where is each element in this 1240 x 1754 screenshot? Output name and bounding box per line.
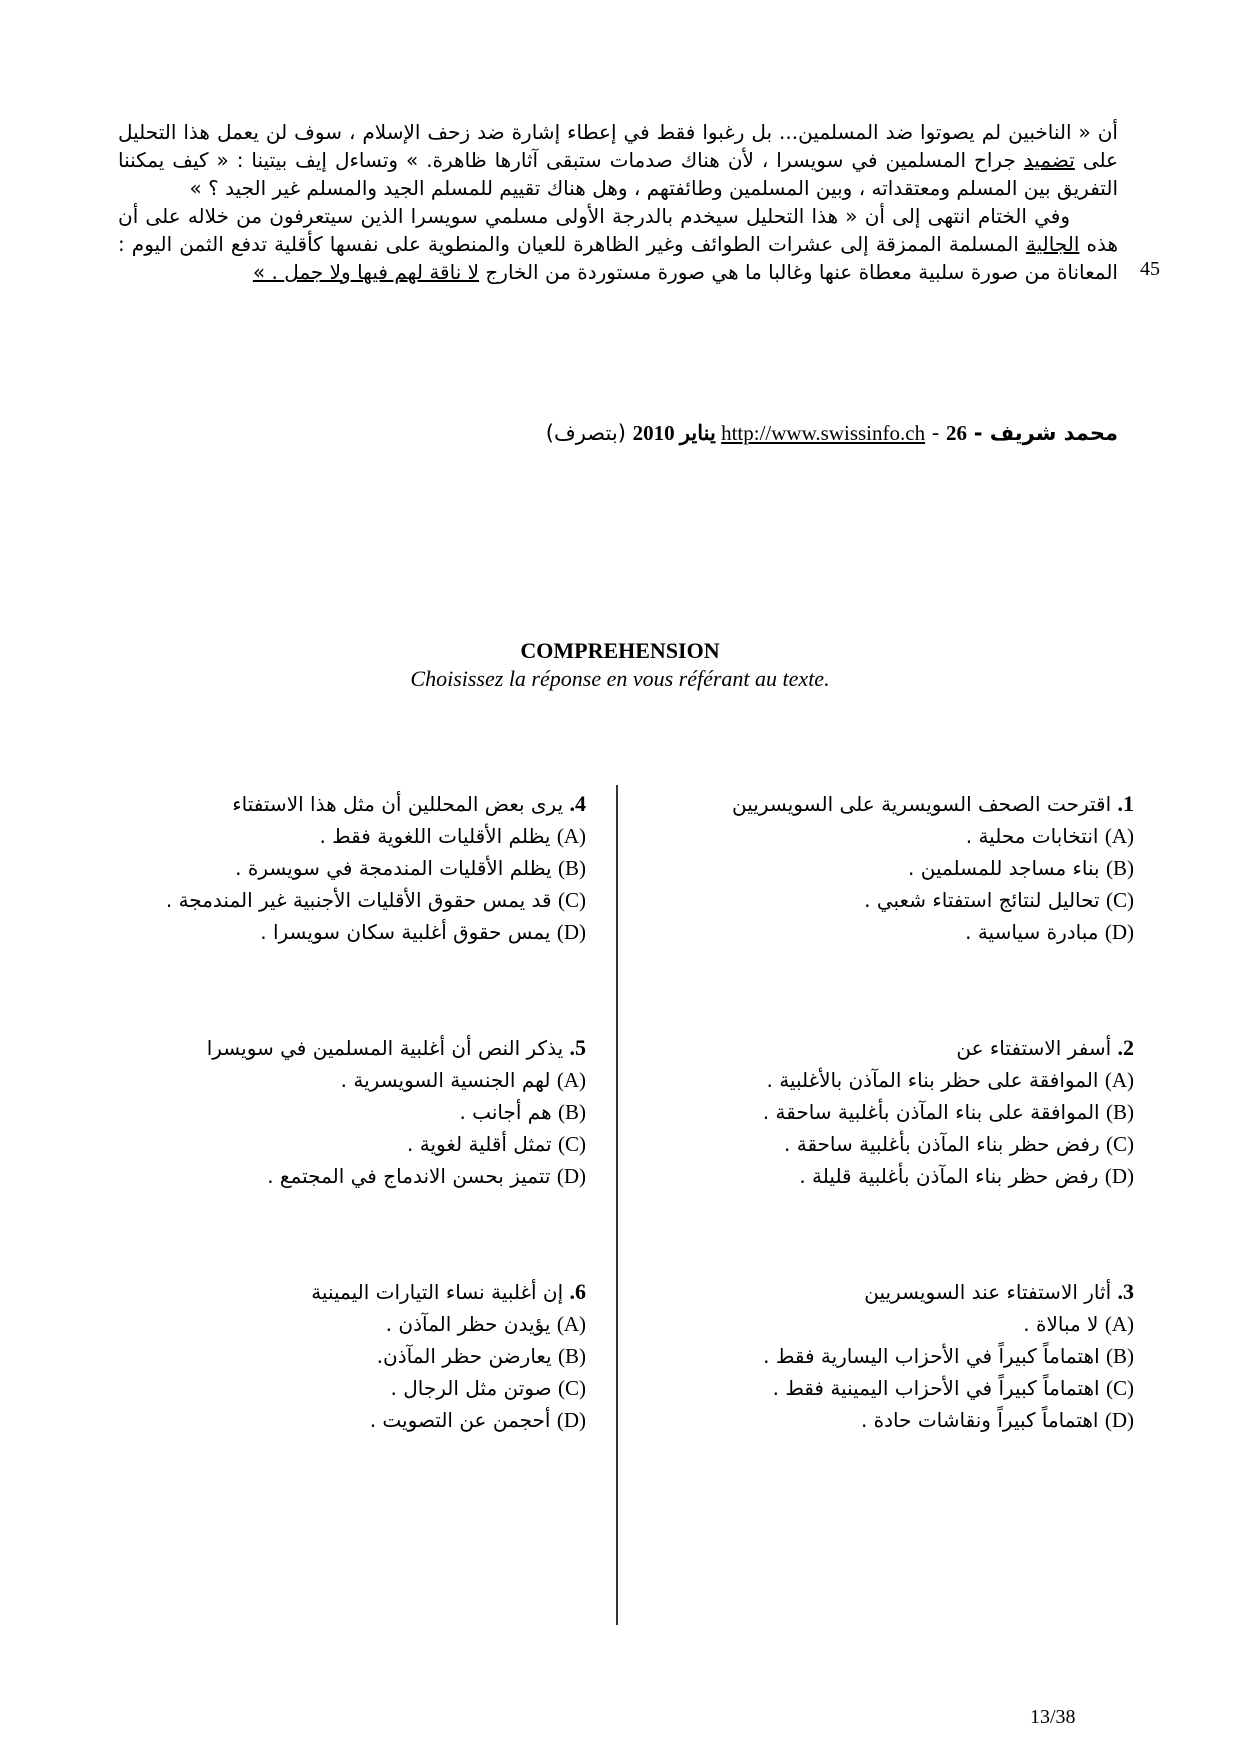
option-c[interactable] bbox=[634, 1372, 1134, 1404]
option-letter: (B) bbox=[557, 1344, 586, 1368]
option-d[interactable] bbox=[634, 916, 1134, 948]
questions-column-right bbox=[634, 788, 1134, 1436]
option-letter: (C) bbox=[557, 888, 586, 912]
option-text: رفض حظر بناء المآذن بأغلبية ساحقة . bbox=[784, 1132, 1100, 1156]
option-b[interactable] bbox=[86, 1340, 586, 1372]
option-text: لهم الجنسية السويسرية . bbox=[340, 1068, 551, 1092]
option-letter: (D) bbox=[556, 1164, 586, 1188]
question-stem bbox=[634, 1032, 1134, 1064]
question-2 bbox=[634, 1032, 1134, 1192]
option-letter: (D) bbox=[556, 1408, 586, 1432]
passage-text: وفي الختام انتهى إلى أن « هذا التحليل سيخدم بالدرجة الأولى مسلمي سويسرا الذين سيتعرفون من خلاله على أن هذه bbox=[118, 204, 1118, 256]
option-text: الموافقة على حظر بناء المآذن بالأغلبية . bbox=[766, 1068, 1099, 1092]
option-letter: (B) bbox=[1105, 856, 1134, 880]
option-letter: (D) bbox=[1104, 1408, 1134, 1432]
option-letter: (C) bbox=[557, 1376, 586, 1400]
option-text: لا مبالاة . bbox=[1023, 1312, 1099, 1336]
option-text: رفض حظر بناء المآذن بأغلبية قليلة . bbox=[799, 1164, 1099, 1188]
option-text: يظلم الأقليات اللغوية فقط . bbox=[319, 824, 551, 848]
option-b[interactable] bbox=[634, 1340, 1134, 1372]
option-letter: (A) bbox=[556, 1068, 586, 1092]
option-text: هم أجانب . bbox=[459, 1100, 552, 1124]
source-author: محمد شريف - bbox=[973, 421, 1118, 445]
source-link[interactable]: http://www.swissinfo.ch bbox=[721, 421, 926, 445]
question-number: 2. bbox=[1117, 1035, 1134, 1060]
passage-text: المسلمة الممزقة إلى عشرات الطوائف وغير الظاهرة للعيان والمنطوية على نفسها كأقلية تدفع الثمن اليوم : المعاناة من صورة سلبية معطاة عنها وغالبا ما هي صورة مستوردة من الخارج bbox=[118, 232, 1118, 284]
option-text: أحجمن عن التصويت . bbox=[369, 1408, 551, 1432]
question-text: إن أغلبية نساء التيارات اليمينية bbox=[311, 1280, 564, 1304]
option-letter: (A) bbox=[1104, 1068, 1134, 1092]
option-a[interactable] bbox=[86, 820, 586, 852]
option-text: تمثل أقلية لغوية . bbox=[407, 1132, 552, 1156]
option-text: اهتماماً كبيراً في الأحزاب اليسارية فقط . bbox=[763, 1344, 1100, 1368]
option-text: انتخابات محلية . bbox=[965, 824, 1099, 848]
question-stem bbox=[86, 788, 586, 820]
question-6 bbox=[86, 1276, 586, 1436]
underlined-word: الجالية bbox=[1025, 232, 1080, 256]
section-title: COMPREHENSION bbox=[520, 638, 720, 663]
option-text: يعارضن حظر المآذن. bbox=[376, 1344, 552, 1368]
passage-paragraph-2 bbox=[118, 202, 1118, 286]
option-a[interactable] bbox=[86, 1064, 586, 1096]
question-text: أثار الاستفتاء عند السويسريين bbox=[864, 1280, 1112, 1304]
option-b[interactable] bbox=[86, 1096, 586, 1128]
question-4 bbox=[86, 788, 586, 948]
option-c[interactable] bbox=[86, 1128, 586, 1160]
option-text: يظلم الأقليات المندمجة في سويسرة . bbox=[235, 856, 552, 880]
option-a[interactable] bbox=[86, 1308, 586, 1340]
option-text: بناء مساجد للمسلمين . bbox=[908, 856, 1100, 880]
option-c[interactable] bbox=[634, 1128, 1134, 1160]
column-divider bbox=[616, 785, 618, 1625]
option-text: يؤيدن حظر المآذن . bbox=[385, 1312, 551, 1336]
option-a[interactable] bbox=[634, 820, 1134, 852]
passage-text: أن « الناخبين لم يصوتوا ضد المسلمين... بل رغبوا فقط في إعطاء إشارة ضد زحف الإسلام ، سوف لن يعمل هذا التحليل على bbox=[118, 120, 1118, 172]
option-d[interactable] bbox=[634, 1404, 1134, 1436]
source-date: 26 يناير 2010 bbox=[632, 421, 968, 445]
option-letter: (C) bbox=[1105, 1132, 1134, 1156]
option-d[interactable] bbox=[86, 1160, 586, 1192]
option-letter: (B) bbox=[1105, 1344, 1134, 1368]
question-number: 6. bbox=[569, 1279, 586, 1304]
option-b[interactable] bbox=[634, 852, 1134, 884]
option-d[interactable] bbox=[86, 1404, 586, 1436]
source-note: (بتصرف) bbox=[545, 421, 626, 445]
passage-text: جراح المسلمين في سويسرا ، لأن هناك صدمات ستبقى آثارها ظاهرة. » وتساءل إيف بيتينا : « كيف يمكننا التفريق بين المسلم ومعتقداته ، وبين المسلمين وطائفتهم ، وهل هناك تقييم للمسلم الجيد والمسلم غير الجيد ؟ » bbox=[118, 148, 1118, 200]
question-stem bbox=[86, 1276, 586, 1308]
question-text: أسفر الاستفتاء عن bbox=[956, 1036, 1112, 1060]
source-citation bbox=[118, 418, 1118, 448]
option-letter: (B) bbox=[557, 856, 586, 880]
source-separator: - bbox=[925, 421, 947, 445]
question-3 bbox=[634, 1276, 1134, 1436]
option-letter: (A) bbox=[1104, 824, 1134, 848]
question-number: 1. bbox=[1117, 791, 1134, 816]
question-number: 4. bbox=[569, 791, 586, 816]
option-b[interactable] bbox=[86, 852, 586, 884]
option-letter: (D) bbox=[556, 920, 586, 944]
option-c[interactable] bbox=[86, 1372, 586, 1404]
option-letter: (D) bbox=[1104, 1164, 1134, 1188]
option-text: اهتماماً كبيراً في الأحزاب اليمينية فقط . bbox=[772, 1376, 1100, 1400]
question-text: اقترحت الصحف السويسرية على السويسريين bbox=[732, 792, 1112, 816]
question-text: يرى بعض المحللين أن مثل هذا الاستفتاء bbox=[232, 792, 564, 816]
option-letter: (A) bbox=[556, 1312, 586, 1336]
question-stem bbox=[634, 1276, 1134, 1308]
question-stem bbox=[86, 1032, 586, 1064]
option-text: قد يمس حقوق الأقليات الأجنبية غير المندمجة . bbox=[165, 888, 552, 912]
option-a[interactable] bbox=[634, 1308, 1134, 1340]
option-text: اهتماماً كبيراً ونقاشات حادة . bbox=[860, 1408, 1099, 1432]
question-1 bbox=[634, 788, 1134, 948]
option-letter: (C) bbox=[1105, 888, 1134, 912]
section-instructions: Choisissez la réponse en vous référant au texte. bbox=[410, 666, 830, 691]
option-b[interactable] bbox=[634, 1096, 1134, 1128]
option-a[interactable] bbox=[634, 1064, 1134, 1096]
option-text: تحاليل لنتائج استفتاء شعبي . bbox=[864, 888, 1100, 912]
passage-text: . » bbox=[252, 260, 285, 284]
option-letter: (C) bbox=[557, 1132, 586, 1156]
question-number: 5. bbox=[569, 1035, 586, 1060]
option-letter: (B) bbox=[557, 1100, 586, 1124]
question-5 bbox=[86, 1032, 586, 1192]
option-c[interactable] bbox=[634, 884, 1134, 916]
option-letter: (A) bbox=[1104, 1312, 1134, 1336]
option-d[interactable] bbox=[86, 916, 586, 948]
questions-column-left bbox=[86, 788, 586, 1436]
question-number: 3. bbox=[1117, 1279, 1134, 1304]
option-letter: (B) bbox=[1105, 1100, 1134, 1124]
question-stem bbox=[634, 788, 1134, 820]
passage bbox=[118, 118, 1118, 286]
page-number: 13/38 bbox=[1030, 1706, 1076, 1728]
option-d[interactable] bbox=[634, 1160, 1134, 1192]
option-letter: (A) bbox=[556, 824, 586, 848]
option-text: تتميز بحسن الاندماج في المجتمع . bbox=[267, 1164, 551, 1188]
option-letter: (D) bbox=[1104, 920, 1134, 944]
underlined-phrase: لا ناقة لهم فيها ولا جمل bbox=[284, 260, 480, 284]
option-text: يمس حقوق أغلبية سكان سويسرا . bbox=[260, 920, 551, 944]
option-text: مبادرة سياسية . bbox=[965, 920, 1099, 944]
option-c[interactable] bbox=[86, 884, 586, 916]
underlined-word: تضميد bbox=[1023, 148, 1075, 172]
option-text: الموافقة على بناء المآذن بأغلبية ساحقة . bbox=[762, 1100, 1100, 1124]
option-text: صوتن مثل الرجال . bbox=[390, 1376, 552, 1400]
line-number: 45 bbox=[1140, 258, 1160, 280]
option-letter: (C) bbox=[1105, 1376, 1134, 1400]
question-text: يذكر النص أن أغلبية المسلمين في سويسرا bbox=[206, 1036, 564, 1060]
passage-paragraph-1 bbox=[118, 118, 1118, 202]
